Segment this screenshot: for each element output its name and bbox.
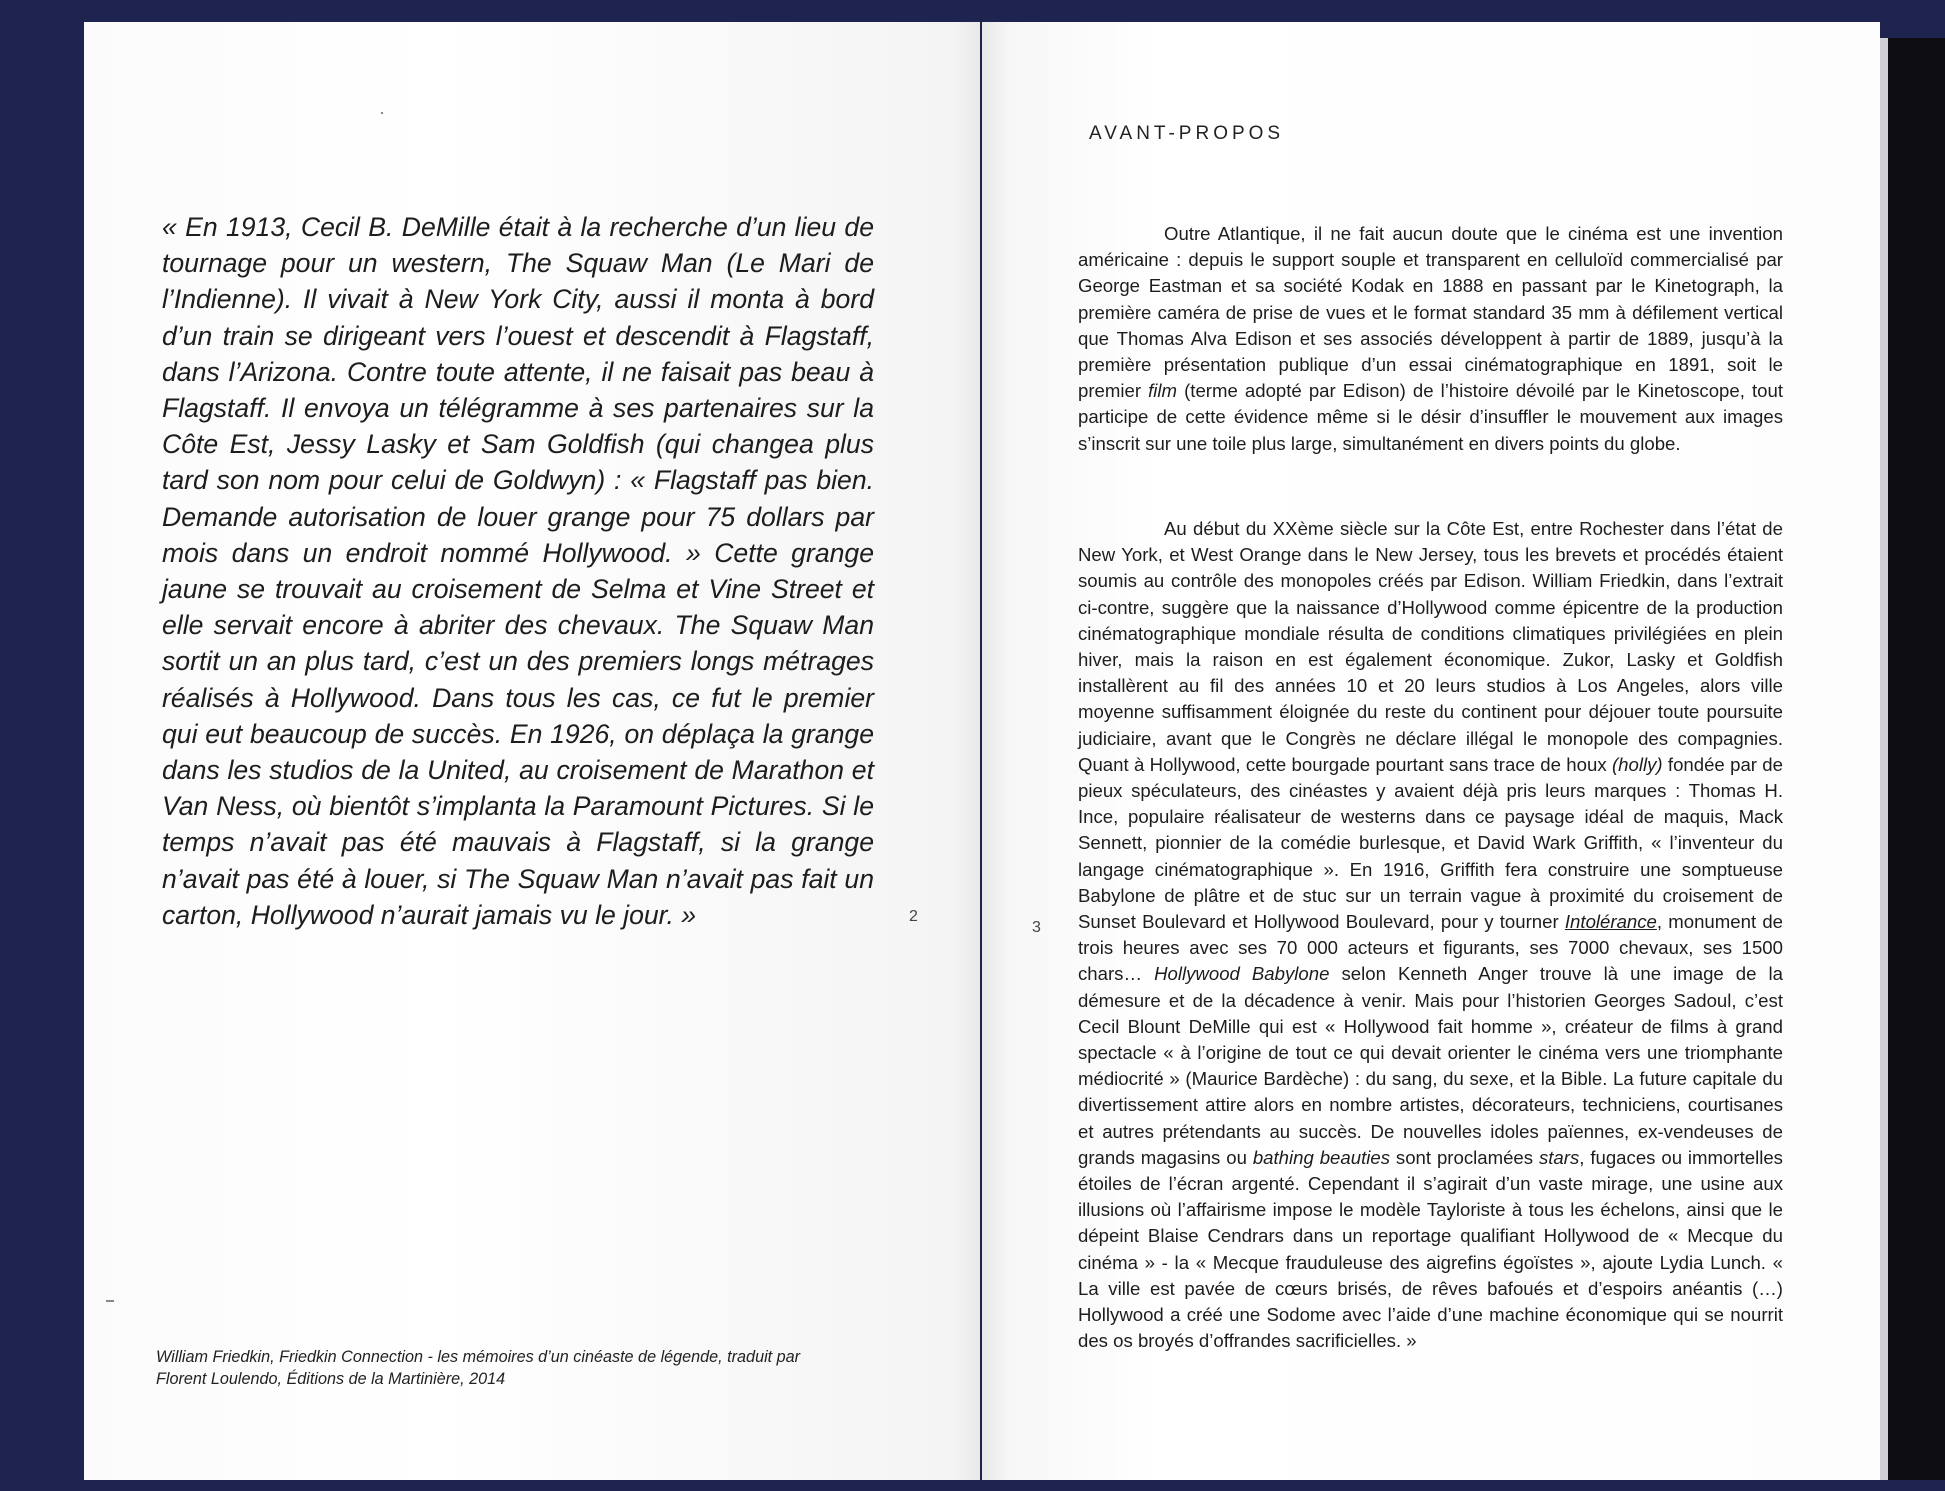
section-heading: AVANT-PROPOS — [1089, 123, 1285, 144]
para1-text-a: Outre Atlantique, il ne fait aucun doute que le cinéma est une invention américaine : depuis le support souple et transparent en celluloïd commercialisé par George Eastman et sa société Kodak en 1888 en passant par le Kinetograph, la première caméra de prise de vues et le format standard 35 mm à défilement vertical que Thomas Alva Edison et ses associés développent à partir de 1889, jusqu’à la première présentation publique d’un essai cinématographique en 1891, soit le premier — [1078, 223, 1783, 402]
para2-italic-intolerance: Intolérance — [1564, 911, 1657, 933]
history-paragraph — [1078, 516, 1783, 1355]
para2-text-c: fondée par de pieux spéculateurs, des cinéastes y avaient déjà pris leurs marques : Thomas H. Ince, populaire réalisateur de westerns dans ce paysage idéal de maquis, Mack Sennett, pionnier de la comédie burlesque, et David Wark Griffith, « l’inventeur du langage cinématographique ». En 1916, Griffith fera construire une somptueuse Babylone de plâtre et de stuc sur un terrain vague à proximité du croisement de Sunset Boulevard et Hollywood Boulevard, pour y tourner — [1078, 753, 1783, 933]
right-page — [982, 22, 1880, 1480]
para1-text-c: (terme adopté par Edison) de l’histoire dévoilé par le Kinetoscope, tout participe de cette évidence même si le désir d’insuffler le mouvement aux images s’inscrit sur une toile plus large, simultanément en divers points du globe. — [1078, 380, 1783, 454]
left-page — [84, 22, 980, 1480]
intro-paragraph — [1078, 221, 1783, 457]
citation-line-2: Florent Loulendo, Éditions de la Martinière, 2014 — [156, 1370, 506, 1388]
para2-text-g: selon Kenneth Anger trouve là une image de la démesure et de la décadence à venir. Mais pour l’historien Georges Sadoul, c’est Cecil Blount DeMille qui est « Hollywood fait homme », créateur de films à grand spectacle « à l’origine de tout ce qui devait orienter le cinéma vers une triomphante médiocrité » (Maurice Bardèche) : du sang, du sexe, et la Bible. La future capitale du divertissement attire alors en nombre artistes, décorateurs, techniciens, courtisanes et autres prétendants au succès. De nouvelles idoles païennes, ex-vendeuses de grands magasins ou — [1078, 963, 1783, 1168]
page-speck — [106, 1300, 114, 1302]
scan-background-edge — [1888, 38, 1945, 1480]
page-number-left: 2 — [909, 908, 918, 925]
para2-italic-stars: stars — [1538, 1146, 1580, 1168]
page-edge — [1880, 38, 1888, 1480]
citation-line-1: William Friedkin, Friedkin Connection - les mémoires d’un cinéaste de légende, traduit par — [156, 1348, 801, 1366]
para2-text-k: , fugaces ou immortelles étoiles de l’écran argenté. Cependant il s’agirait d’un vaste mirage, une usine aux illusions où l’affairisme impose le modèle Tayloriste à tous les échelons, ainsi que le dépeint Blaise Cendrars dans un reportage qualifiant Hollywood de « Mecque du cinéma » - la « Mecque frauduleuse des aigrefins égoïstes », ajoute Lydia Lunch. « La ville est pavée de cœurs brisés, de rêves bafoués et d’espoirs anéantis (…) Hollywood a créé une Sodome avec l’aide d’une machine économique qui se nourrit des os broyés d’offrandes sacrificielles. » — [1078, 1146, 1783, 1352]
para2-italic-holly: (holly) — [1611, 753, 1663, 775]
page-number-right: 3 — [1032, 919, 1041, 936]
para1-italic-film: film — [1148, 380, 1178, 402]
para2-italic-bathing: bathing beauties — [1252, 1146, 1391, 1168]
para2-text-i: sont proclamées — [1390, 1146, 1539, 1168]
quote-citation — [156, 1346, 896, 1390]
para2-text-e: , monument de trois heures avec ses 70 000 acteurs et figurants, ses 7000 chevaux, ses 1500 chars… — [1078, 911, 1784, 985]
para2-text-a: Au début du XXème siècle sur la Côte Est, entre Rochester dans l’état de New York, et West Orange dans le New Jersey, tous les brevets et procédés étaient soumis au contrôle des monopoles créés par Edison. William Friedkin, dans l’extrait ci-contre, suggère que la naissance d’Hollywood comme épicentre de la production cinématographique mondiale résulta de conditions climatiques privilégiées en plein hiver, mais la raison en est également économique. Zukor, Lasky et Goldfish installèrent au fil des années 10 et 20 leurs studios à Los Angeles, alors ville moyenne suffisamment éloignée du reste du continent pour déjouer toute poursuite judiciaire, avant que le Congrès ne déclare illégal le monopole des compagnies. Quant à Hollywood, cette bourgade pourtant sans trace de houx — [1078, 518, 1783, 775]
page-speck — [381, 112, 383, 114]
para2-italic-babylone: Hollywood Babylone — [1154, 963, 1330, 985]
friedkin-quote: « En 1913, Cecil B. DeMille était à la recherche d’un lieu de tournage pour un western, The Squaw Man (Le Mari de l’Indienne). Il vivait à New York City, aussi il monta à bord d’un train se dirigeant vers l’ouest et descendit à Flagstaff, dans l’Arizona. Contre toute attente, il ne faisait pas beau à Flagstaff. Il envoya un télégramme à ses partenaires sur la Côte Est, Jessy Lasky et Sam Goldfish (qui changea plus tard son nom pour celui de Goldwyn) : « Flagstaff pas bien. Demande autorisation de louer grange pour 75 dollars par mois dans un endroit nommé Hollywood. » Cette grange jaune se trouvait au croisement de Selma et Vine Street et elle servait encore à abriter des chevaux. The Squaw Man sortit un an plus tard, c’est un des premiers longs métrages réalisés à Hollywood. Dans tous les cas, ce fut le premier qui eut beaucoup de succès. En 1926, on déplaça la grange dans les studios de la United, au croisement de Marathon et Van Ness, où bientôt s’implanta la Paramount Pictures. Si le temps n’avait pas été mauvais à Flagstaff, si la grange n’avait pas été à louer, si The Squaw Man n’avait pas fait un carton, Hollywood n’aurait jamais vu le jour. » — [162, 212, 874, 930]
